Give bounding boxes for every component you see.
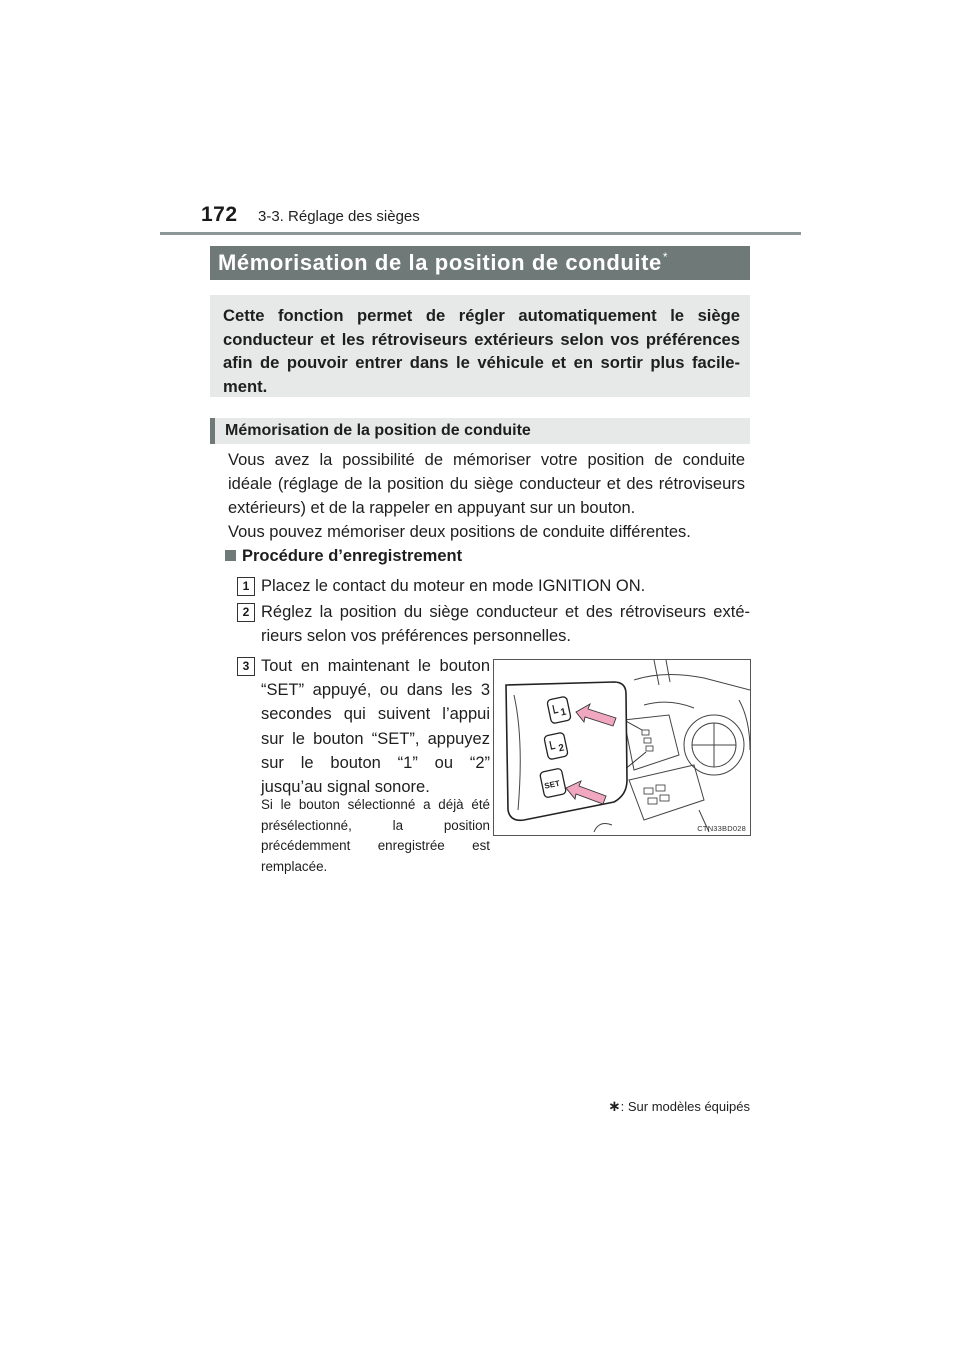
- step-note: Si le bouton sélectionné a déjà été présélectionné, la position précédemment enregistrée est remplacée.: [261, 797, 490, 874]
- step-text-2: Réglez la position du siège conducteur et des rétroviseurs exté-rieurs selon vos préférences personnelles.: [261, 603, 750, 645]
- button-label-1: 1: [559, 706, 568, 719]
- footnote: [608, 1097, 750, 1115]
- square-bullet-icon: [225, 550, 236, 561]
- title-asterisk: *: [662, 250, 669, 264]
- subsection-heading: [210, 418, 750, 444]
- paragraph-two-positions: Vous pouvez mémoriser deux positions de conduite différentes.: [228, 523, 691, 541]
- door-panel-drawing: [494, 660, 750, 835]
- memory-buttons-illustration: [493, 659, 751, 836]
- page-number: 172: [201, 203, 238, 226]
- intro-text: Cette fonction permet de régler automatiquement le siège conducteur et les rétroviseurs extérieurs selon vos préférences afin de pouvoir entrer dans le véhicule et en sortir plus facile-ment.: [223, 306, 740, 396]
- title-bar: [210, 246, 750, 280]
- section-reference: 3-3. Réglage des sièges: [258, 208, 420, 225]
- procedure-heading: [225, 547, 462, 566]
- intro-box: [210, 295, 750, 397]
- step-number-3: 3: [237, 657, 255, 676]
- step-number-1: 1: [237, 577, 255, 596]
- figure-code: CTN33BD028: [697, 824, 746, 833]
- subsection-heading-bar: [210, 418, 215, 444]
- button-label-2: 2: [557, 742, 566, 755]
- footnote-text: : Sur modèles équipés: [620, 1099, 750, 1114]
- subsection-heading-text: Mémorisation de la position de conduite: [225, 422, 531, 439]
- paragraph-memorize: Vous avez la possibilité de mémoriser votre position de conduite idéale (réglage de la position du siège conducteur et des rétroviseurs extérieurs) et de la rappeler en appuyant sur un bouton.: [228, 451, 745, 517]
- button-label-set: SET: [543, 778, 561, 791]
- page-title: [218, 250, 668, 276]
- step-text-1: Placez le contact du moteur en mode IGNITION ON.: [261, 577, 646, 595]
- footnote-asterisk-icon: ∗: [608, 1098, 621, 1115]
- header-rule: [160, 232, 801, 235]
- procedure-heading-text: Procédure d’enregistrement: [242, 547, 463, 565]
- step-number-2: 2: [237, 603, 255, 622]
- page-title-text: Mémorisation de la position de conduite: [218, 250, 662, 275]
- step-text-3: Tout en maintenant le bouton “SET” appuyé, ou dans les 3 secondes qui suivent l’appui sur le bouton “SET”, appuyez sur le bouton “1” ou “2” jusqu’au signal sonore.: [261, 657, 490, 797]
